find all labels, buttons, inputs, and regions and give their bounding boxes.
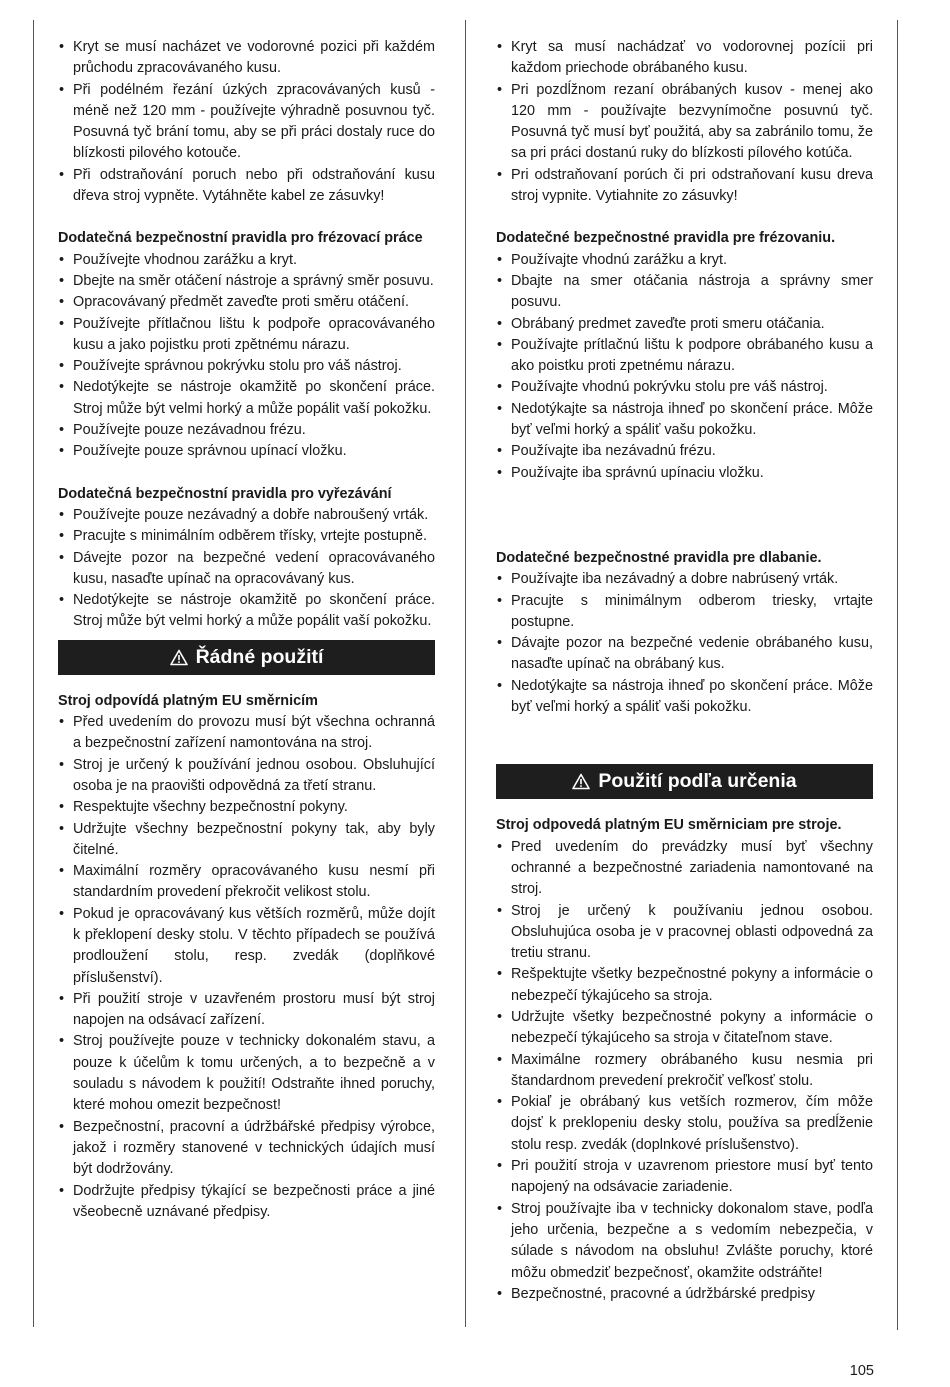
left-margin-line: [33, 20, 34, 1327]
left-usage-banner: [58, 640, 435, 675]
right-milling-heading: Dodatečné bezpečnostné pravidla pre frézovaniu.: [496, 230, 836, 247]
list-item: • Pracujte s minimálnym odberom triesky, vrtajte postupne.: [496, 591, 873, 634]
list-item: • Dodržujte předpisy týkající se bezpečnosti práce a jiné všeobecně uznávané předpisy.: [58, 1181, 435, 1224]
left-usage-list: [58, 712, 435, 1223]
list-item: • Rešpektujte všetky bezpečnostné pokyny a informácie o nebezpečí týkajúceho sa stroja.: [496, 964, 873, 1007]
list-item: • Nedotýkajte sa nástroja ihneď po skončení práce. Môže byť veľmi horký a spáliť vašu pokožku.: [496, 399, 873, 442]
list-item: • Používejte pouze nezávadný a dobře nabroušený vrták.: [58, 505, 435, 526]
list-item: • Používajte prítlačnú lištu k podpore obrábaného kusu a ako poistku proti zpetnému nárazu.: [496, 335, 873, 378]
right-banner-title: Použití podľa určenia: [598, 770, 797, 793]
list-item: • Kryt sa musí nachádzať vo vodorovnej pozícii pri každom priechode obrábaného kusu.: [496, 37, 873, 80]
right-intro-list: [496, 37, 873, 207]
warning-triangle-icon: [170, 649, 188, 666]
list-item: • Při podélném řezání úzkých zpracovávaných kusů - méně než 120 mm - používejte výhradně posuvnou tyč. Posuvná tyč brání tomu, aby se při práci dostaly ruce do blízkosti pilového kotouče.: [58, 80, 435, 165]
list-item: • Před uvedením do provozu musí být všechna ochranná a bezpečnostní zařízení namontována na stroj.: [58, 712, 435, 755]
left-banner-title: Řádné použití: [195, 645, 324, 668]
list-item: • Obrábaný predmet zaveďte proti smeru otáčania.: [496, 314, 873, 335]
list-item: • Bezpečnostní, pracovní a údržbářské předpisy výrobce, jakož i rozměry stanovené v technických údajích musí být dodržovány.: [58, 1117, 435, 1181]
left-intro-list: [58, 37, 435, 207]
list-item: • Používejte správnou pokrývku stolu pro váš nástroj.: [58, 356, 435, 377]
list-item: • Stroj používejte pouze v technicky dokonalém stavu, a pouze k účelům k tomu určených, a to bezpečně a v souladu s návodem k použití! Odstraňte ihned poruchy, které mohou omezit bezpečnost!: [58, 1031, 435, 1116]
page-number: 105: [849, 1363, 874, 1379]
right-usage-banner: [496, 764, 873, 799]
list-item: • Stroj používajte iba v technicky dokonalom stave, podľa jeho určenia, bezpečne a s vedomím nebezpečia, v súlade s návodom na obsluhu! Zvlášte poruchy, ktoré môžu obmedziť bezpečnosť, okamžite odstráňte!: [496, 1199, 873, 1284]
right-column: [496, 37, 873, 1305]
right-milling-list: [496, 250, 873, 484]
right-margin-line: [897, 20, 898, 1330]
list-item: • Udržujte všetky bezpečnostné pokyny a informácie o nebezpečí týkajúceho sa stroja v čitateľnom stave.: [496, 1007, 873, 1050]
list-item: • Používejte přítlačnou lištu k podpoře opracovávaného kusu a jako pojistku proti zpětnému nárazu.: [58, 314, 435, 357]
list-item: • Pokiaľ je obrábaný kus vetších rozmerov, čím môže dojsť k preklopeniu desky stolu, používa sa predĺženie stolu resp. zvedák (doplnkové príslušenstvo).: [496, 1092, 873, 1156]
right-drilling-list: [496, 569, 873, 718]
list-item: • Používajte iba správnú upínaciu vložku.: [496, 463, 873, 484]
left-column: [58, 37, 435, 1223]
list-item: • Používejte vhodnou zarážku a kryt.: [58, 250, 435, 271]
list-item: • Pokud je opracovávaný kus větších rozměrů, může dojít k překlopení desky stolu. V těchto případech se používá prodloužení stolu, resp. zvedák (doplňkové příslušenství).: [58, 904, 435, 989]
list-item: • Používajte vhodnú pokrývku stolu pre váš nástroj.: [496, 377, 873, 398]
left-drilling-list: [58, 505, 435, 633]
list-item: • Pred uvedením do prevádzky musí byť všechny ochranné a bezpečnostné zariadenia namontované na stroj.: [496, 837, 873, 901]
list-item: • Nedotýkajte sa nástroja ihneď po skončení práce. Môže byť veľmi horký a spáliť vaši pokožku.: [496, 676, 873, 719]
list-item: • Pri odstraňovaní porúch či pri odstraňovaní kusu dreva stroj vypnite. Vytiahnite zo zásuvky!: [496, 165, 873, 208]
list-item: • Nedotýkejte se nástroje okamžitě po skončení práce. Stroj může být velmi horký a může popálit vaší pokožku.: [58, 377, 435, 420]
list-item: • Pri pozdĺžnom rezaní obrábaných kusov - menej ako 120 mm - používajte bezvynímočne posuvnú tyč. Posuvná tyč musí byť použitá, aby sa zabránilo tomu, že sa pri práci dostanú ruky do blízkosti pílového kotúča.: [496, 80, 873, 165]
column-divider-line: [465, 20, 466, 1327]
list-item: • Při použití stroje v uzavřeném prostoru musí být stroj napojen na odsávací zařízení.: [58, 989, 435, 1032]
list-item: • Stroj je určený k používání jednou osobou. Obsluhující osoba je na praovišti odpovědná za třetí stranu.: [58, 755, 435, 798]
list-item: • Dbajte na smer otáčania nástroja a správny smer posuvu.: [496, 271, 873, 314]
left-usage-heading: Stroj odpovídá platným EU směrnicím: [58, 692, 318, 709]
list-item: • Používajte iba nezávadný a dobre nabrúsený vrták.: [496, 569, 873, 590]
left-drilling-heading: Dodatečná bezpečnostní pravidla pro vyřezávání: [58, 485, 392, 502]
right-drilling-heading: Dodatečné bezpečnostné pravidla pre dlabanie.: [496, 549, 822, 566]
list-item: • Dbejte na směr otáčení nástroje a správný směr posuvu.: [58, 271, 435, 292]
list-item: • Opracovávaný předmět zaveďte proti směru otáčení.: [58, 292, 435, 313]
list-item: • Používajte iba nezávadnú frézu.: [496, 441, 873, 462]
list-item: • Maximálne rozmery obrábaného kusu nesmia pri štandardnom prevedení prekročiť veľkosť stolu.: [496, 1050, 873, 1093]
list-item: • Stroj je určený k používaniu jednou osobou. Obsluhujúca osoba je v pracovnej oblasti odpovedná za tretiu stranu.: [496, 901, 873, 965]
left-milling-heading: Dodatečná bezpečnostní pravidla pro frézovací práce: [58, 230, 423, 247]
right-usage-list: [496, 837, 873, 1306]
list-item: • Udržujte všechny bezpečnostní pokyny tak, aby byly čitelné.: [58, 819, 435, 862]
list-item: • Pri použití stroja v uzavrenom priestore musí byť tento napojený na odsávacie zariadenie.: [496, 1156, 873, 1199]
list-item: • Dávejte pozor na bezpečné vedení opracovávaného kusu, nasaďte upínač na opracovávaný kus.: [58, 548, 435, 591]
list-item: • Pracujte s minimálním odběrem třísky, vrtejte postupně.: [58, 526, 435, 547]
list-item: • Nedotýkejte se nástroje okamžitě po skončení práce. Stroj může být velmi horký a může popálit vaší pokožku.: [58, 590, 435, 633]
right-usage-heading: Stroj odpovedá platným EU směrniciam pre stroje.: [496, 817, 842, 834]
list-item: • Používejte pouze nezávadnou frézu.: [58, 420, 435, 441]
list-item: • Maximální rozměry opracovávaného kusu nesmí při standardním provedení překročit velikost stolu.: [58, 861, 435, 904]
list-item: • Respektujte všechny bezpečnostní pokyny.: [58, 797, 435, 818]
list-item: • Kryt se musí nacházet ve vodorovné pozici při každém průchodu zpracovávaného kusu.: [58, 37, 435, 80]
list-item: • Bezpečnostné, pracovné a údržbárské predpisy: [496, 1284, 873, 1305]
list-item: • Používajte vhodnú zarážku a kryt.: [496, 250, 873, 271]
list-item: • Používejte pouze správnou upínací vložku.: [58, 441, 435, 462]
left-milling-list: [58, 250, 435, 463]
warning-triangle-icon: [572, 773, 590, 790]
list-item: • Dávajte pozor na bezpečné vedenie obrábaného kusu, nasaďte upínač na obrábaný kus.: [496, 633, 873, 676]
list-item: • Při odstraňování poruch nebo při odstraňování kusu dřeva stroj vypněte. Vytáhněte kabel ze zásuvky!: [58, 165, 435, 208]
